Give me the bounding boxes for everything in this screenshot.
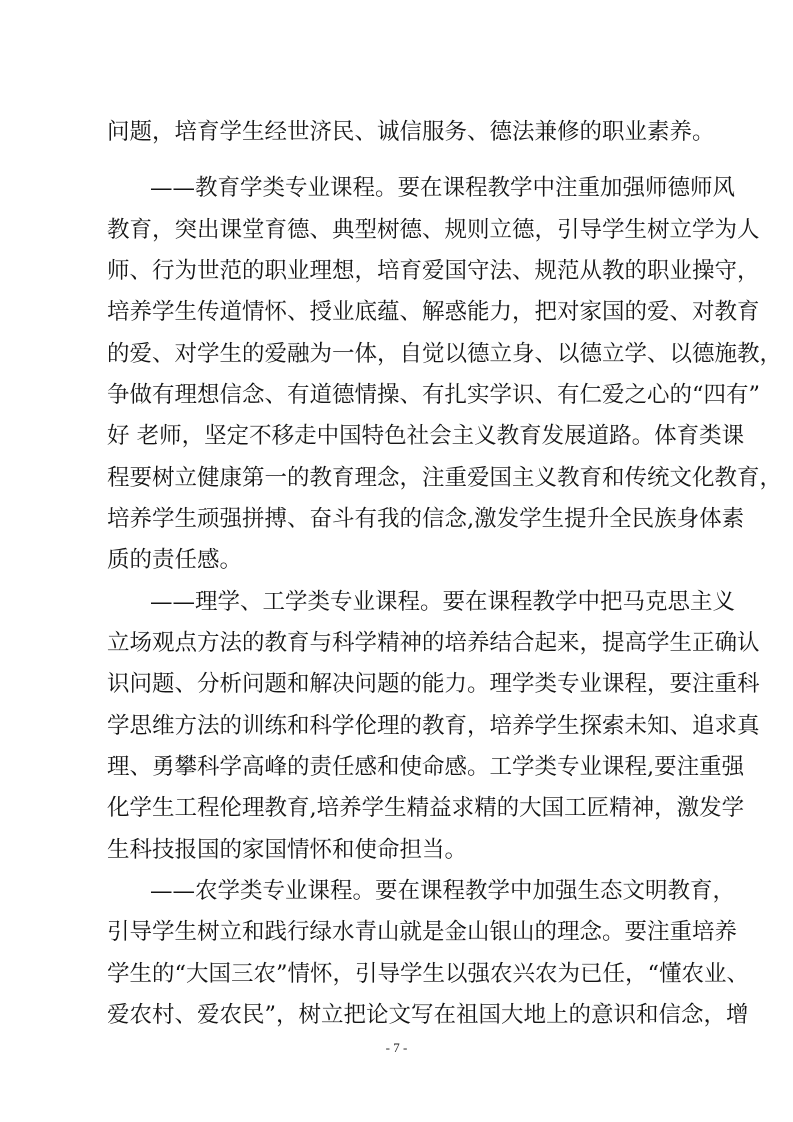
text-line: 爱农村、爱农民”，树立把论文写在祖国大地上的意识和信念，增	[107, 1002, 749, 1028]
text-line: 培养学生传道情怀、授业底蕴、解惑能力，把对家国的爱、对教育	[107, 299, 760, 325]
text-line: 教育，突出课堂育德、典型树德、规则立德，引导学生树立学为人	[107, 217, 760, 243]
text-line: 学生的“大国三农”情怀，引导学生以强农兴农为已任，“懂农业、	[107, 961, 750, 987]
text-line: 立场观点方法的教育与科学精神的培养结合起来，提高学生正确认	[107, 630, 760, 656]
text-line: 理、勇攀科学高峰的责任感和使命感。工学类专业课程,要注重强	[107, 754, 745, 780]
text-line: 争做有理想信念、有道德情操、有扎实学识、有仁爱之心的“四有”	[107, 382, 761, 408]
text-line: ——农学类专业课程。要在课程教学中加强生态文明教育，	[150, 878, 736, 904]
text-line: 的爱、对学生的爱融为一体，自觉以德立身、以德立学、以德施教，	[107, 341, 783, 367]
text-line: 识问题、分析问题和解决问题的能力。理学类专业课程，要注重科	[107, 671, 760, 697]
text-line: 学思维方法的训练和科学伦理的教育，培养学生探索未知、追求真	[107, 713, 760, 739]
text-line: 程要树立健康第一的教育理念，注重爱国主义教育和传统文化教育，	[107, 465, 783, 491]
text-line: 引导学生树立和践行绿水青山就是金山银山的理念。要注重培养	[107, 919, 738, 945]
text-line: 好 老师，坚定不移走中国特色社会主义教育发展道路。体育类课	[107, 423, 745, 449]
text-line: 生科技报国的家国情怀和使命担当。	[107, 837, 468, 863]
text-line: ——教育学类专业课程。要在课程教学中注重加强师德师风	[150, 175, 736, 201]
text-line: ——理学、工学类专业课程。要在课程教学中把马克思主义	[150, 589, 736, 615]
text-line: 化学生工程伦理教育,培养学生精益求精的大国工匠精神，激发学	[107, 795, 745, 821]
text-line: 问题，培育学生经世济民、诚信服务、德法兼修的职业素养。	[107, 119, 715, 145]
page-number: - 7 -	[385, 1040, 408, 1055]
text-line: 质的责任感。	[107, 547, 243, 573]
text-line: 师、行为世范的职业理想，培育爱国守法、规范从教的职业操守，	[107, 258, 760, 284]
text-line: 培养学生顽强拼搏、奋斗有我的信念,激发学生提升全民族身体素	[107, 506, 745, 532]
